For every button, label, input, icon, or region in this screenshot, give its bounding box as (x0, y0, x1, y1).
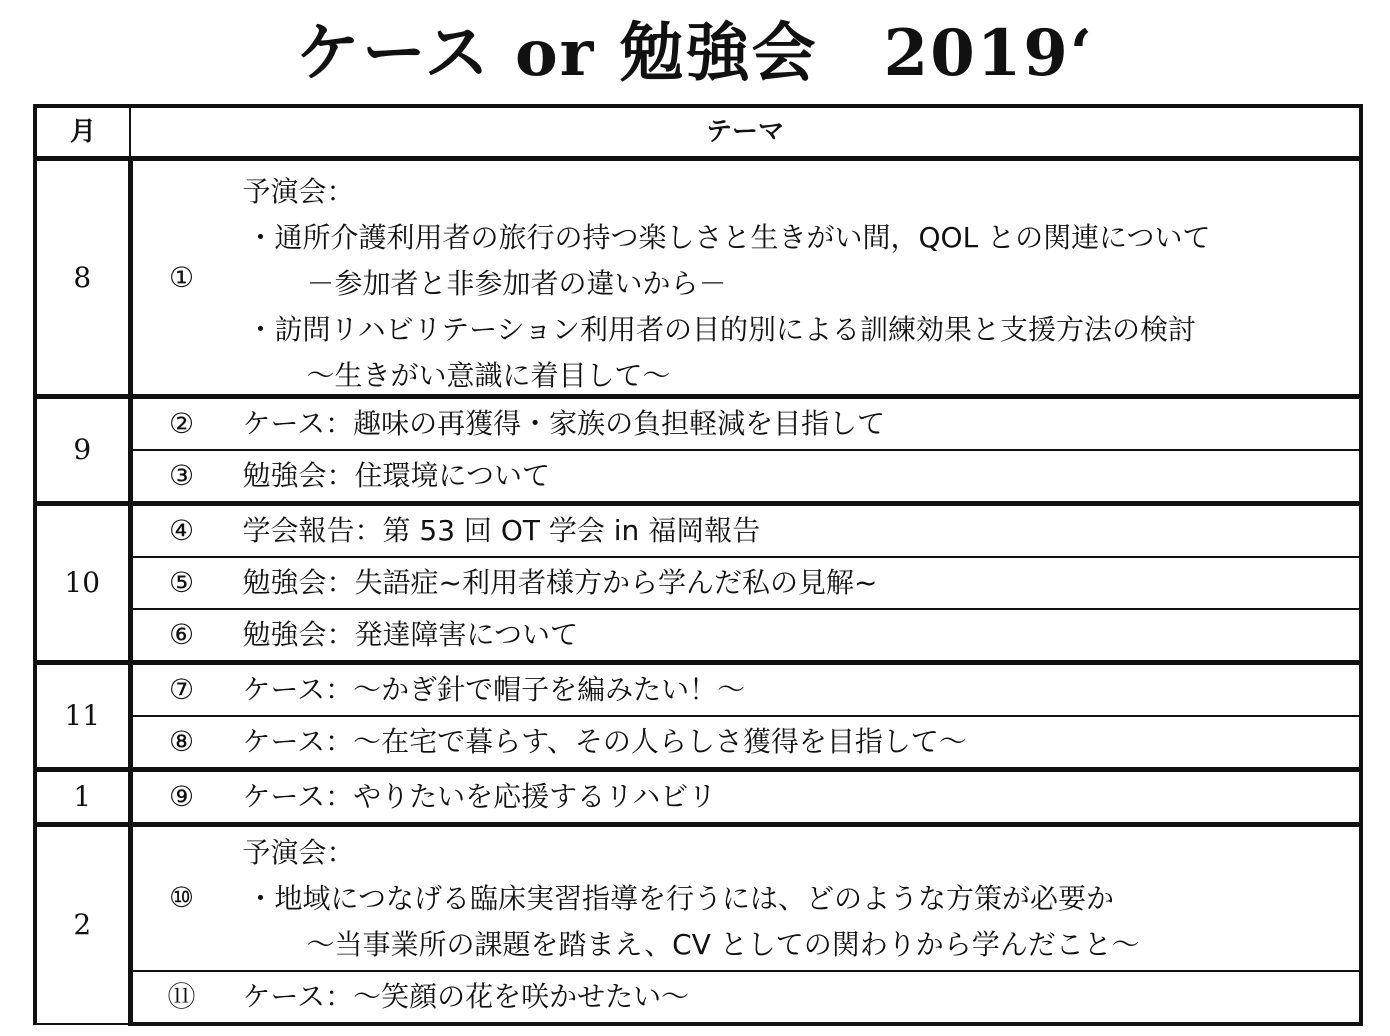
item-label: 予演会： (242, 836, 355, 870)
table-row (35, 609, 1361, 663)
item-subtitle: ～当事業所の課題を踏まえ、CV としての関わりから学んだこと～ (306, 928, 1140, 962)
theme-cell (130, 397, 1361, 451)
item-number: ② (168, 407, 195, 440)
theme-cell (130, 971, 1361, 1024)
header-month: 月 (35, 106, 130, 159)
theme-cell (130, 159, 1361, 397)
table-row (35, 159, 1361, 397)
theme-cell (130, 716, 1361, 770)
item-number: ⑦ (168, 673, 195, 706)
theme-cell (130, 557, 1361, 609)
item-number: ⑨ (168, 780, 195, 813)
item-subtitle: －参加者と非参加者の違いから－ (306, 266, 727, 300)
theme-cell (130, 609, 1361, 663)
item-bullet: ・訪問リハビリテーション利用者の目的別による訓練効果と支援方法の検討 (246, 312, 1196, 346)
table-row (35, 770, 1361, 825)
table-row (35, 504, 1361, 558)
item-number: ③ (168, 459, 195, 492)
item-number: ⑥ (168, 618, 195, 651)
theme-cell (130, 663, 1361, 717)
month-cell: 10 (35, 504, 130, 663)
theme-cell (130, 450, 1361, 504)
item-bullet: ・地域につなげる臨床実習指導を行うには、どのような方策が必要か (246, 882, 1114, 916)
month-cell: 8 (35, 159, 130, 397)
item-number: ⑤ (168, 566, 195, 599)
table-header-row (35, 106, 1361, 159)
item-text: ケース：～笑顔の花を咲かせたい～ (242, 979, 690, 1013)
table-row (35, 663, 1361, 717)
item-number: ① (168, 260, 195, 294)
item-text: ケース：やりたいを応援するリハビリ (242, 780, 717, 813)
table-row (35, 716, 1361, 770)
item-text: ケース：～在宅で暮らす、その人らしさ獲得を目指して～ (242, 725, 967, 758)
item-text: 勉強会：失語症~利用者様方から学んだ私の見解~ (242, 566, 878, 599)
theme-cell (130, 504, 1361, 558)
item-number: ⑧ (168, 725, 195, 758)
table-row (35, 557, 1361, 609)
item-number: ⑪ (167, 979, 196, 1013)
table-row (35, 397, 1361, 451)
page-title: ケース or 勉強会 2019‘ (295, 16, 1095, 91)
table-row (35, 971, 1361, 1024)
item-text: 勉強会：住環境について (242, 459, 550, 492)
item-label: 予演会： (242, 174, 355, 208)
item-text: ケース：趣味の再獲得・家族の負担軽減を目指して (242, 407, 886, 440)
header-theme: テーマ (130, 106, 1361, 159)
theme-cell (130, 825, 1361, 971)
month-cell: 9 (35, 397, 130, 504)
item-text: 学会報告：第 53 回 OT 学会 in 福岡報告 (242, 514, 761, 547)
theme-cell (130, 770, 1361, 825)
table-row (35, 825, 1361, 971)
item-text: 勉強会：発達障害について (242, 618, 578, 651)
month-cell: 2 (35, 825, 130, 1024)
month-cell: 1 (35, 770, 130, 825)
item-bullet: ・通所介護利用者の旅行の持つ楽しさと生きがい間，QOL との関連について (246, 220, 1211, 254)
item-number: ④ (168, 514, 195, 547)
month-cell: 11 (35, 663, 130, 770)
schedule-table (33, 104, 1363, 1026)
item-text: ケース：～かぎ針で帽子を編みたい！～ (242, 673, 746, 706)
table-row (35, 450, 1361, 504)
item-subtitle: ～生きがい意識に着目して～ (306, 358, 671, 392)
item-number: ⑩ (168, 881, 195, 915)
